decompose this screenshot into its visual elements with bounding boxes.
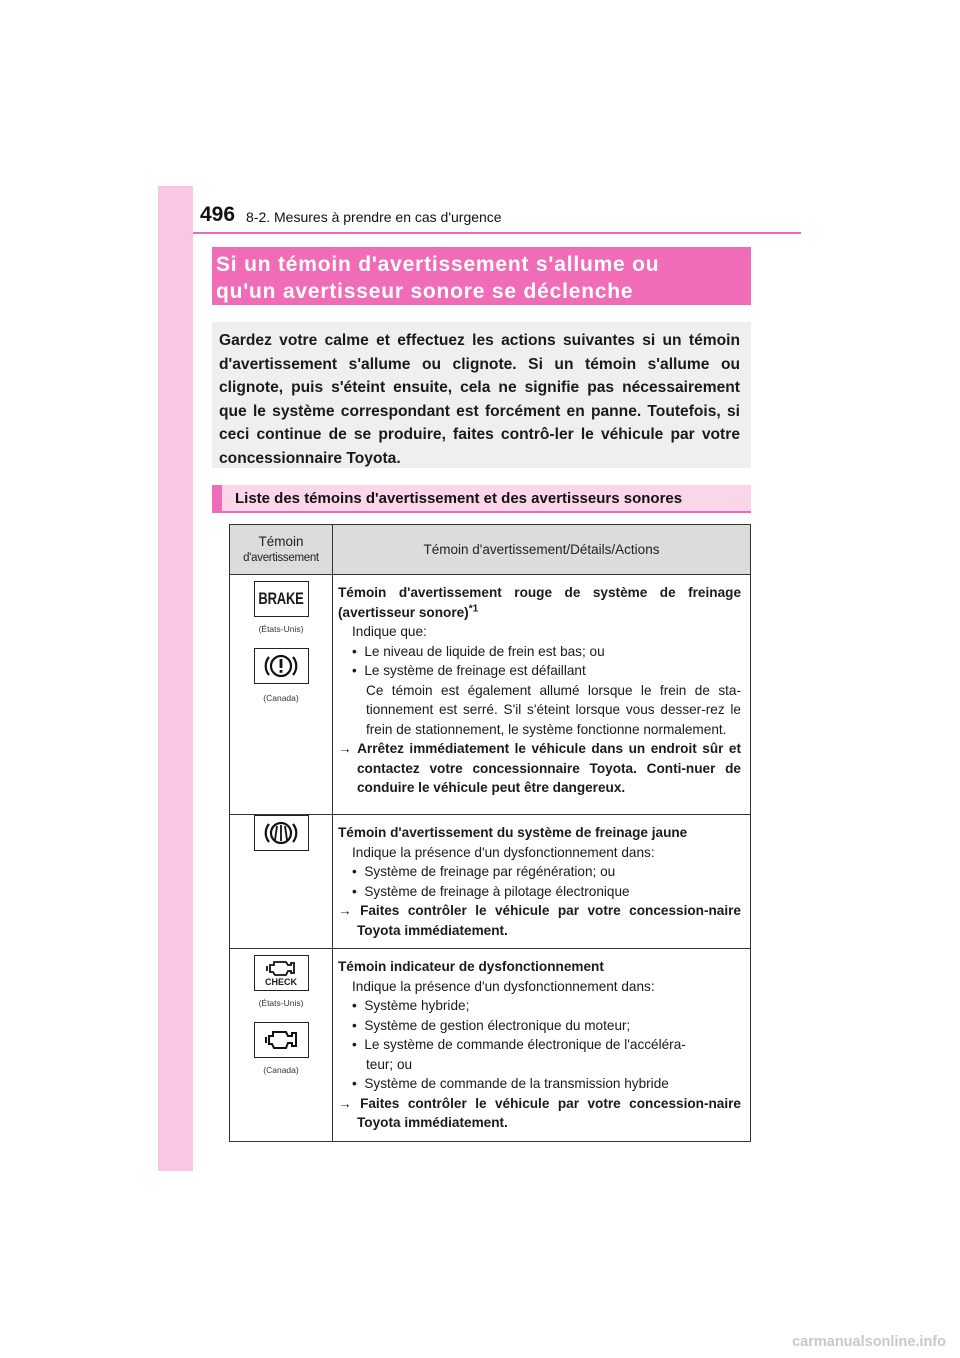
page-number: 496 [200,203,236,226]
list-item: • Le niveau de liquide de frein est bas; ou [352,643,605,659]
row-title: Témoin d'avertissement du système de freinage jaune [338,825,688,840]
list-item: • Système de freinage à pilotage électronique [352,883,630,899]
brake-warning-icon: BRAKE [254,581,309,617]
circle-exclamation-icon [254,648,309,684]
row-title: Témoin d'avertissement rouge de système de freinage (avertisseur sonore)$^{*1}$ [338,585,741,620]
header-details-column: Témoin d'avertissement/Détails/Actions [333,525,751,575]
region-label: (Canada) [263,1064,299,1075]
row-action: → Faites contrôler le véhicule par votre concession-naire Toyota immédiatement. [338,903,741,938]
table-row [230,815,751,949]
side-tab-strip [158,186,193,1171]
region-label: (Canada) [263,693,299,703]
icon-cell [230,815,333,949]
header-icon-line-2: d'avertissement [243,551,319,564]
footnote-marker: *1 [468,602,479,614]
page-title-line-2: qu'un avertisseur sonore se déclenche [216,280,634,303]
list-item: • Le système de freinage est défaillant [352,663,586,678]
row-intro: Indique la présence d'un dysfonctionnement dans: [352,978,655,994]
table-row [230,949,751,1142]
intro-paragraph: Gardez votre calme et effectuez les actions suivantes si un témoin d'avertissement s'allume ou clignote. Si un témoin s'allume ou clignote, puis s'éteint ensuite, cela ne signifie pas nécessairement que le système correspondant est forcément en panne. Toutefois, si ceci continue de se produire, faites contrô-ler le véhicule par votre concessionnaire Toyota. [212,322,751,468]
list-item: • Système de commande de la transmission hybride [352,1076,669,1091]
table-header-row [230,525,751,575]
row-intro: Indique que: [352,624,427,639]
list-item: • Système hybride; [352,998,470,1013]
details-cell [333,815,751,949]
header-icon-column [230,525,333,575]
row-action: → Faites contrôler le véhicule par votre concession-naire Toyota immédiatement. [338,1095,741,1130]
row-intro: Indique la présence d'un dysfonctionnement dans: [352,844,655,860]
row-action: → Arrêtez immédiatement le véhicule dans un endroit sûr et contactez votre concessionnaire Toyota. Conti-nuer de conduire le véhicule peut être dangereux. [338,741,741,795]
list-item: • Le système de commande électronique de l'accéléra- [352,1037,686,1052]
details-cell [333,575,751,815]
region-label: (États-Unis) [258,624,304,634]
page-title [212,247,751,305]
brake-system-icon [254,815,309,851]
list-item: • Système de freinage par régénération; ou [352,864,616,879]
header-icon-line-1: Témoin [258,533,304,549]
section-header: 8-2. Mesures à prendre en cas d'urgence [246,209,502,225]
icon-cell [230,575,333,815]
list-item: • Système de gestion électronique du moteur; [352,1017,631,1033]
row-note: Ce témoin est également allumé lorsque le frein de sta-tionnement est serré. S'il s'éteint lorsque vous desser-rez le frein de stationnement, le système fonctionne normalement. [366,682,741,737]
header-rule [193,232,801,234]
watermark-link[interactable]: carmanualsonline.info [792,1334,946,1350]
icon-cell [230,949,333,1142]
section-heading: Liste des témoins d'avertissement et des avertisseurs sonores [212,485,751,513]
engine-icon [254,1022,309,1058]
warning-table [229,524,751,1142]
details-cell [333,949,751,1142]
check-engine-icon: CHECK [254,955,309,991]
region-label: (États-Unis) [258,998,304,1008]
table-row [230,575,751,815]
page-title-line-1: Si un témoin d'avertissement s'allume ou [216,253,660,276]
list-item-continuation: teur; ou [366,1056,413,1072]
row-title: Témoin indicateur de dysfonctionnement [338,959,604,974]
